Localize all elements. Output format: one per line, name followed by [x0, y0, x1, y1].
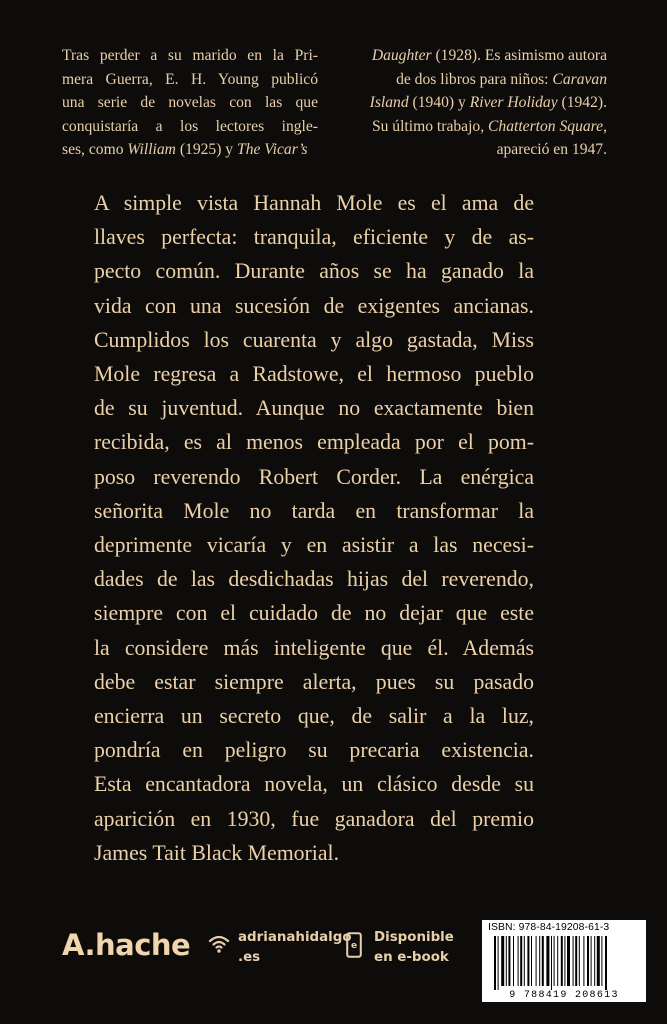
author-bio-right-column [333, 44, 607, 162]
bio-line: conquistaría a los lectores ingle- [62, 117, 318, 135]
synopsis-line: debe estar siempre alerta, pues su pasado [94, 669, 534, 694]
bio-line: Daughter (1928). Es asimismo autora [371, 47, 607, 64]
barcode-bar [591, 936, 592, 986]
synopsis-line: poso reverendo Robert Corder. La enérgica [94, 464, 534, 489]
synopsis-line: pecto común. Durante años se ha ganado la [94, 259, 534, 284]
ebook-info [374, 928, 454, 968]
barcode-bar [573, 936, 574, 986]
website-line2: .es [238, 950, 261, 965]
barcode-box [482, 920, 646, 1002]
bio-line: Su último trabajo, Chatterton Square, [371, 117, 607, 135]
synopsis-line: vida con una sucesión de exigentes ancianas. [94, 293, 534, 318]
barcode-bar [508, 936, 510, 986]
synopsis-line: recibida, es al menos empleada por el pom- [94, 430, 534, 455]
barcode-bar [542, 936, 544, 986]
barcode-bar [554, 936, 555, 986]
footer [0, 910, 667, 1024]
barcode-bar [518, 936, 519, 986]
barcode-bar [594, 936, 595, 986]
barcode-bar [539, 936, 540, 986]
barcode-bar [551, 936, 552, 990]
synopsis-line: señorita Mole no tarda en transformar la [94, 498, 534, 523]
publisher-logo: A.hache [62, 928, 191, 962]
book-title: William [127, 141, 176, 159]
barcode-bar [564, 936, 565, 986]
synopsis-line: aparición en 1930, fue ganadora del premio [94, 806, 534, 831]
bio-line: Island (1940) y River Holiday (1942). [369, 94, 607, 112]
barcode-bar [557, 936, 558, 986]
bio-line: de dos libros para niños: Caravan [396, 70, 607, 88]
barcode-bar [513, 936, 514, 986]
ebook-device-icon [346, 932, 362, 963]
bio-line: una serie de novelas con las que [62, 94, 318, 112]
barcode-image [492, 936, 636, 990]
barcode-bar [520, 936, 522, 986]
barcode-bar [605, 936, 607, 990]
barcode-bar [597, 936, 600, 986]
book-title: River Holiday [469, 94, 558, 112]
svg-text:e: e [350, 941, 358, 951]
synopsis-line: deprimente vicaría y en asistir a las necesi- [94, 533, 534, 558]
barcode-bar [494, 936, 496, 990]
synopsis-line: la considere más inteligente que él. Además [94, 635, 534, 660]
barcode-bar [524, 936, 525, 986]
barcode-bar [506, 936, 507, 986]
isbn-label: ISBN: 978-84-19208-61-3 [488, 922, 610, 933]
synopsis-line: llaves perfecta: tranquila, eficiente y de as- [94, 225, 534, 250]
barcode-digits: 9 788419 208613 [509, 990, 619, 1001]
synopsis [94, 186, 534, 870]
barcode-bar [546, 936, 549, 986]
barcode-bar [587, 936, 589, 986]
barcode-bar [579, 936, 580, 986]
barcode-bar [567, 936, 570, 986]
synopsis-line: Cumplidos los cuarenta y algo gastada, Miss [94, 327, 534, 352]
synopsis-line: dades de las desdichadas hijas del reverendo, [94, 567, 534, 592]
author-bio-left-column [62, 44, 318, 162]
synopsis-line: de su juventud. Aunque no exactamente bien [94, 396, 534, 421]
barcode-bar [536, 936, 537, 986]
synopsis-line: Mole regresa a Radstowe, el hermoso pueblo [94, 362, 534, 387]
barcode-bar [501, 936, 504, 986]
synopsis-line: James Tait Black Memorial. [94, 840, 340, 865]
synopsis-line: pondría en peligro su precaria existencia. [94, 738, 534, 763]
book-title: Caravan [552, 70, 607, 88]
book-title: Chatterton Square [488, 117, 604, 135]
ebook-line2: en e-book [374, 950, 449, 965]
barcode-bar [583, 936, 584, 986]
bio-line: mera Guerra, E. H. Young publicó [62, 70, 318, 88]
barcode-bar [531, 936, 532, 986]
book-title: The Vicar’s [237, 141, 308, 159]
ebook-line1: Disponible [374, 930, 454, 945]
barcode-bar [498, 936, 499, 990]
website-line1: adrianahidalgo [238, 930, 352, 945]
book-title: Island [369, 94, 409, 112]
barcode-bar [561, 936, 563, 986]
bio-line: ses, como William (1925) y The Vicar’s [62, 141, 308, 159]
barcode-bar [601, 936, 602, 986]
website-info[interactable] [238, 928, 352, 968]
synopsis-line: siempre con el cuidado de no dejar que este [94, 601, 534, 626]
barcode-bar [527, 936, 529, 986]
bio-line: Tras perder a su marido en la Pri- [62, 47, 318, 64]
synopsis-line: encierra un secreto que, de salir a la luz, [94, 704, 534, 729]
wifi-icon [208, 932, 230, 959]
book-title: Daughter [371, 47, 432, 64]
barcode-bar [575, 936, 577, 986]
bio-line: apareció en 1947. [496, 141, 607, 159]
synopsis-line: A simple vista Hannah Mole es el ama de [94, 191, 534, 215]
synopsis-line: Esta encantadora novela, un clásico desde su [94, 772, 534, 797]
